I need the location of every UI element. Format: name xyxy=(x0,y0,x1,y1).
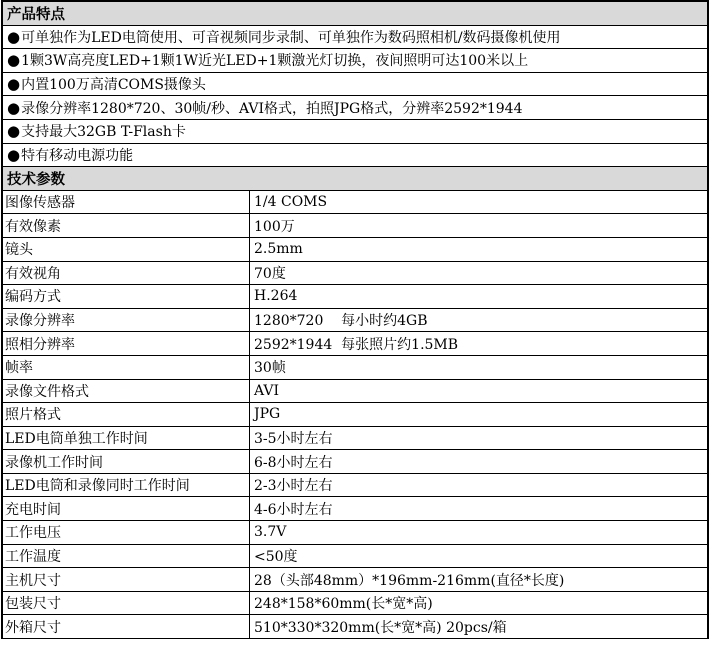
spec-row xyxy=(3,568,707,592)
spec-label: 充电时间 xyxy=(3,497,250,520)
spec-value: 510*330*320mm(长*宽*高) 20pcs/箱 xyxy=(254,619,507,636)
spec-row xyxy=(3,545,707,569)
spec-value: AVI xyxy=(254,382,280,399)
bullet-icon: ● xyxy=(7,27,21,46)
feature-row xyxy=(3,26,707,50)
spec-row xyxy=(3,592,707,616)
spec-value: <50度 xyxy=(254,548,298,565)
feature-row xyxy=(3,96,707,120)
spec-value: 2.5mm xyxy=(254,241,303,258)
spec-label: 帧率 xyxy=(3,356,250,379)
spec-row xyxy=(3,332,707,356)
feature-row xyxy=(3,49,707,73)
spec-value: 3-5小时左右 xyxy=(254,430,333,447)
features-header-row xyxy=(3,2,707,26)
spec-row xyxy=(3,262,707,286)
bullet-icon: ● xyxy=(7,51,21,70)
spec-value: 2-3小时左右 xyxy=(254,478,333,495)
spec-value: 4-6小时左右 xyxy=(254,501,333,518)
spec-value: 30帧 xyxy=(254,360,286,377)
spec-value: 1280*720 每小时约4GB xyxy=(254,313,428,330)
spec-label: 工作温度 xyxy=(3,545,250,568)
spec-value: JPG xyxy=(254,406,281,423)
specs-header: 技术参数 xyxy=(7,171,65,188)
spec-label: 主机尺寸 xyxy=(3,568,250,591)
spec-row xyxy=(3,309,707,333)
spec-row xyxy=(3,521,707,545)
spec-value: 248*158*60mm(长*宽*高) xyxy=(254,596,433,613)
spec-value: 28（头部48mm）*196mm-216mm(直径*长度) xyxy=(254,572,565,589)
features-header: 产品特点 xyxy=(7,6,65,23)
spec-row xyxy=(3,356,707,380)
spec-label: 外箱尺寸 xyxy=(3,615,250,638)
spec-label: 照相分辨率 xyxy=(3,332,250,355)
feature-text: 可单独作为LED电筒使用、可音视频同步录制、可单独作为数码照相机/数码摄像机使用 xyxy=(21,29,561,46)
spec-label: 工作电压 xyxy=(3,521,250,544)
spec-label: LED电筒单独工作时间 xyxy=(3,427,250,450)
spec-row xyxy=(3,191,707,215)
feature-text: 内置100万高清COMS摄像头 xyxy=(21,77,206,94)
spec-value: 70度 xyxy=(254,265,286,282)
spec-row xyxy=(3,450,707,474)
spec-label: 照片格式 xyxy=(3,403,250,426)
spec-row xyxy=(3,474,707,498)
spec-label: 有效像素 xyxy=(3,214,250,237)
spec-value: 100万 xyxy=(254,218,295,235)
feature-text: 录像分辨率1280*720、30帧/秒、AVI格式，拍照JPG格式，分辨率2592*1944 xyxy=(21,100,523,117)
spec-label: 镜头 xyxy=(3,238,250,261)
spec-row xyxy=(3,497,707,521)
spec-label: 图像传感器 xyxy=(3,191,250,214)
bullet-icon: ● xyxy=(7,98,21,117)
bullet-icon: ● xyxy=(7,145,21,164)
feature-row xyxy=(3,120,707,144)
spec-label: 录像分辨率 xyxy=(3,309,250,332)
feature-row xyxy=(3,73,707,97)
feature-text: 特有移动电源功能 xyxy=(21,147,134,164)
spec-value: 6-8小时左右 xyxy=(254,454,333,471)
spec-label: 包装尺寸 xyxy=(3,592,250,615)
spec-row xyxy=(3,615,707,639)
spec-row xyxy=(3,238,707,262)
specs-header-row xyxy=(3,167,707,191)
spec-label: 有效视角 xyxy=(3,262,250,285)
spec-label: 录像文件格式 xyxy=(3,380,250,403)
spec-value: 3.7V xyxy=(254,524,287,541)
spec-row xyxy=(3,427,707,451)
spec-row xyxy=(3,285,707,309)
feature-row xyxy=(3,144,707,168)
product-spec-sheet xyxy=(1,0,709,639)
bullet-icon: ● xyxy=(7,75,21,94)
bullet-icon: ● xyxy=(7,122,21,141)
spec-label: 录像机工作时间 xyxy=(3,450,250,473)
feature-text: 1颗3W高亮度LED+1颗1W近光LED+1颗激光灯切换，夜间照明可达100米以上 xyxy=(21,53,529,70)
spec-value: 1/4 COMS xyxy=(254,194,328,211)
spec-label: LED电筒和录像同时工作时间 xyxy=(3,474,250,497)
spec-row xyxy=(3,380,707,404)
spec-value: 2592*1944 每张照片约1.5MB xyxy=(254,336,459,353)
spec-value: H.264 xyxy=(254,288,298,305)
feature-text: 支持最大32GB T-Flash卡 xyxy=(21,124,186,141)
spec-row xyxy=(3,403,707,427)
spec-row xyxy=(3,214,707,238)
spec-label: 编码方式 xyxy=(3,285,250,308)
